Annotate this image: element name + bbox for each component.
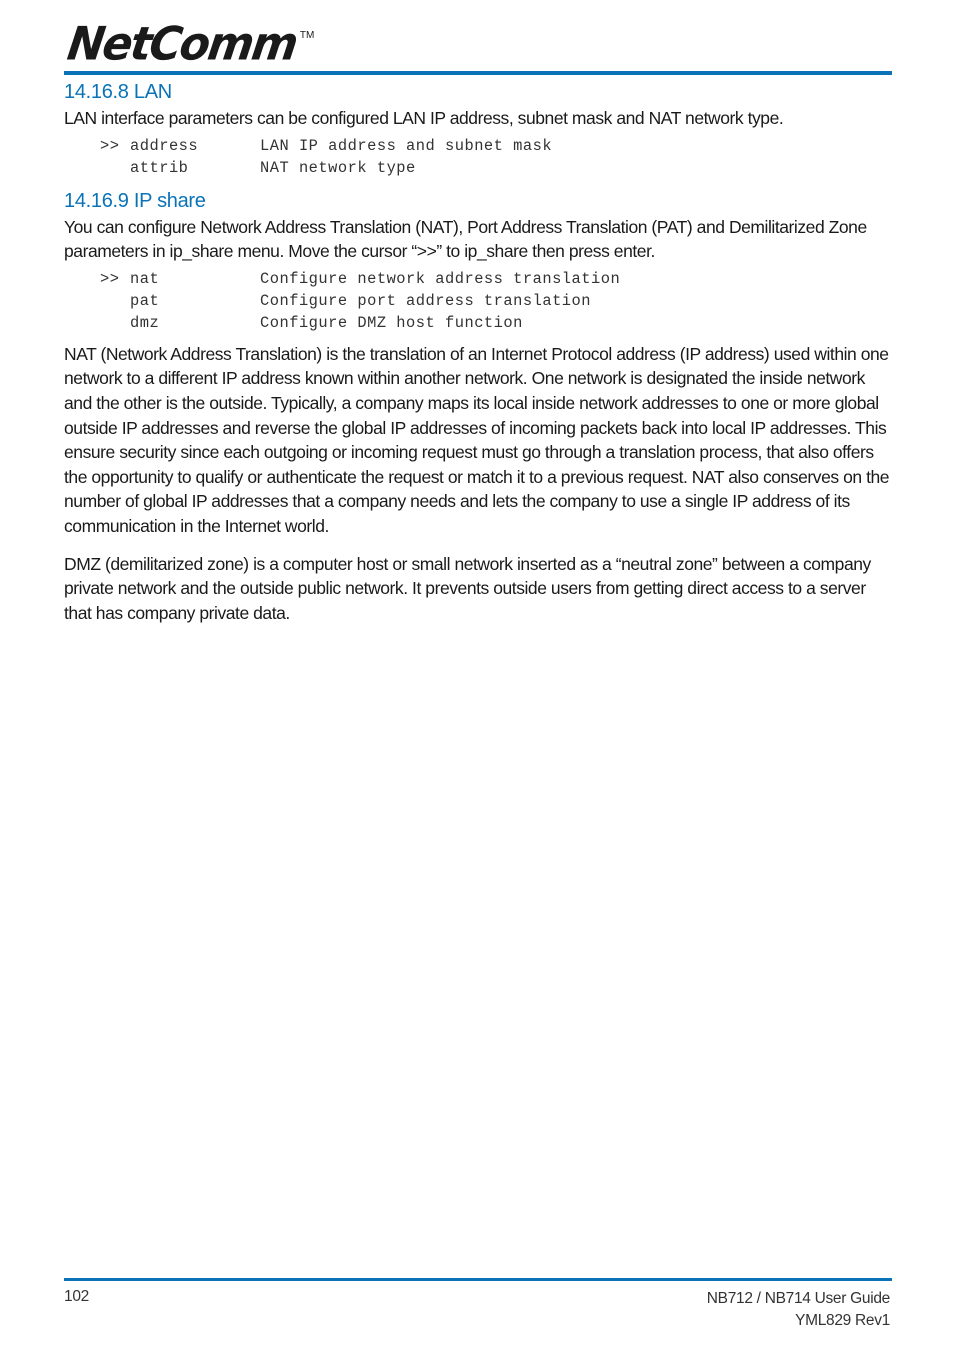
dmz-paragraph: DMZ (demilitarized zone) is a computer host or small network inserted as a “neutral zone” between a company private network and the outside public network. It prevents outside users from getting direct access to a server that has company private data. <box>64 553 871 623</box>
ipshare-section-heading: 14.16.9 IP share <box>64 189 206 212</box>
lan-command-list <box>64 135 892 179</box>
cli-description: NAT network type <box>260 158 416 177</box>
cli-description: LAN IP address and subnet mask <box>260 136 553 155</box>
nat-paragraph: NAT (Network Address Translation) is the translation of an Internet Protocol address (IP address) used within one network to a different IP address known within another network. One network is designated the inside network and the other is the outside. Typically, a company maps its local inside network addresses to one or more global outside IP addresses and reverse the global IP addresses of incoming packets back into local IP addresses. This ensure security since each outgoing or incoming request must go through a translation process, that also offers the opportunity to qualify or authenticate the request or match it to a previous request. NAT also conserves on the number of global IP addresses that a company needs and lets the company to use a single IP address of its communication in the Internet world. <box>64 343 890 536</box>
ipshare-command-list <box>64 268 892 334</box>
cli-row <box>64 135 892 157</box>
cli-description: Configure port address translation <box>260 291 592 310</box>
cli-prompt <box>64 312 130 334</box>
page-content <box>64 78 892 638</box>
footer-divider <box>64 1278 892 1281</box>
cli-command: pat <box>130 291 160 310</box>
netcomm-logo <box>64 17 315 72</box>
cli-command: attrib <box>130 158 189 177</box>
footer-doc-info <box>707 1288 890 1332</box>
cli-row <box>64 157 892 179</box>
cli-prompt: >> <box>100 136 120 155</box>
cli-row <box>64 290 892 312</box>
logo-trademark: TM <box>299 30 315 41</box>
cli-command: address <box>130 136 199 155</box>
cli-description: Configure DMZ host function <box>260 313 523 332</box>
guide-title: NB712 / NB714 User Guide <box>706 1290 890 1307</box>
cli-description: Configure network address translation <box>260 269 621 288</box>
lan-section-heading: 14.16.8 LAN <box>64 81 172 103</box>
cli-command: nat <box>130 269 160 288</box>
cli-prompt <box>64 290 130 312</box>
cli-row <box>64 312 892 334</box>
cli-command: dmz <box>130 313 160 332</box>
cli-row <box>64 268 892 290</box>
page-number: 102 <box>64 1288 89 1305</box>
doc-revision: YML829 Rev1 <box>795 1312 890 1329</box>
cli-prompt <box>64 157 130 179</box>
header-divider <box>64 71 892 75</box>
lan-intro-paragraph: LAN interface parameters can be configured LAN IP address, subnet mask and NAT network type. <box>64 108 784 128</box>
cli-prompt: >> <box>100 269 120 288</box>
ipshare-intro-paragraph: You can configure Network Address Translation (NAT), Port Address Translation (PAT) and Demilitarized Zone parameters in ip_share menu. Move the cursor “>>” to ip_share then press enter. <box>64 216 867 262</box>
logo-wordmark: NetComm <box>64 17 300 72</box>
